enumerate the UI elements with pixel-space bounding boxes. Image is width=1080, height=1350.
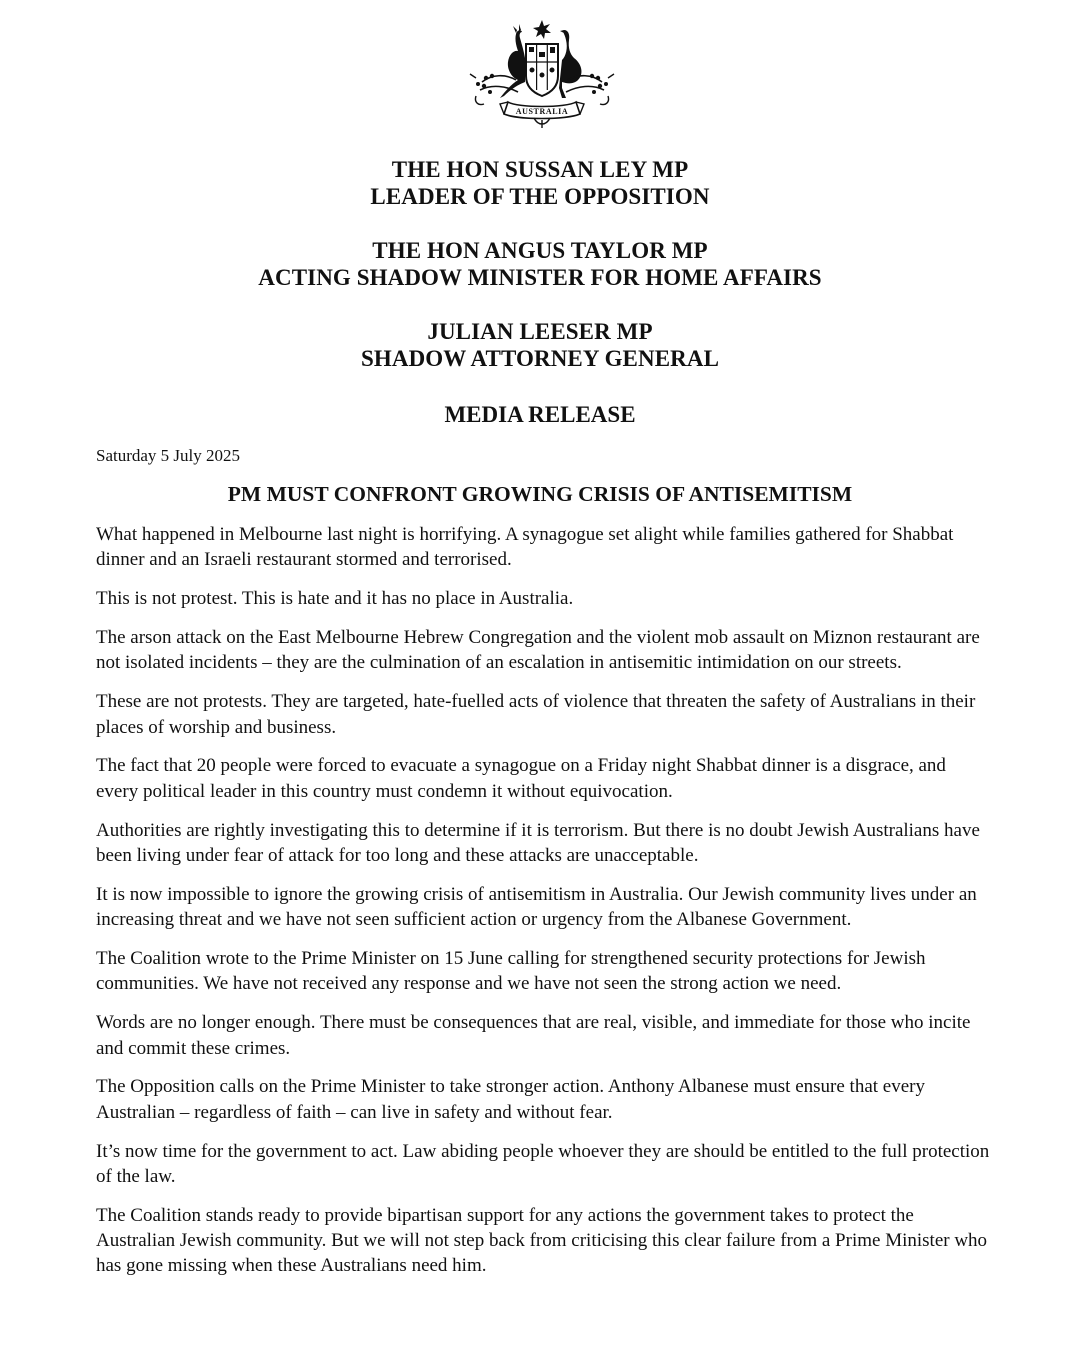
heading-leader <box>0 156 1080 210</box>
heading-name: JULIAN LEESER MP <box>427 319 653 344</box>
body-paragraph: It is now impossible to ignore the growing crisis of antisemitism in Australia. Our Jewish community lives under an increasing threat and we have not seen sufficient action or urgency from the Albanese Government. <box>96 883 977 931</box>
minister-headings <box>0 156 1080 399</box>
media-release-label: MEDIA RELEASE <box>444 402 636 427</box>
body-paragraph: Authorities are rightly investigating this to determine if it is terrorism. But there is no doubt Jewish Australians have been living under fear of attack for too long and these attacks are unacceptable. <box>96 819 980 866</box>
coat-of-arms-icon <box>462 18 622 130</box>
body-paragraph: These are not protests. They are targeted, hate-fuelled acts of violence that threaten the safety of Australians in their places of worship and business. <box>96 691 976 738</box>
heading-home-affairs <box>0 237 1080 291</box>
heading-role: ACTING SHADOW MINISTER FOR HOME AFFAIRS <box>258 265 822 290</box>
release-title: PM MUST CONFRONT GROWING CRISIS OF ANTISEMITISM <box>227 482 853 506</box>
body-paragraph: It’s now time for the government to act. Law abiding people whoever they are should be entitled to the full protection of the law. <box>96 1140 990 1187</box>
body-paragraph: This is not protest. This is hate and it has no place in Australia. <box>96 588 574 610</box>
body-paragraph: Words are no longer enough. There must be consequences that are real, visible, and immediate for those who incite and commit these crimes. <box>96 1012 971 1059</box>
crest-banner-text: AUSTRALIA <box>515 107 569 116</box>
heading-attorney-general <box>0 318 1080 372</box>
heading-role: LEADER OF THE OPPOSITION <box>370 184 710 209</box>
body-paragraph: The Coalition stands ready to provide bipartisan support for any actions the government takes to protect the Australian Jewish community. But we will not step back from criticising this clear failure from a Prime Minister who has gone missing when these Australians need him. <box>96 1204 988 1277</box>
body-paragraph: The fact that 20 people were forced to evacuate a synagogue on a Friday night Shabbat dinner is a disgrace, and every political leader in this country must condemn it without equivocation. <box>96 755 946 802</box>
release-body <box>96 522 991 1292</box>
heading-name: THE HON ANGUS TAYLOR MP <box>372 238 708 263</box>
heading-role: SHADOW ATTORNEY GENERAL <box>360 346 720 371</box>
heading-name: THE HON SUSSAN LEY MP <box>391 157 689 182</box>
release-date: Saturday 5 July 2025 <box>96 446 241 465</box>
body-paragraph: The arson attack on the East Melbourne Hebrew Congregation and the violent mob assault on Miznon restaurant are not isolated incidents – they are the culmination of an escalation in antisemitic intimidation on our streets. <box>96 627 980 674</box>
body-paragraph: What happened in Melbourne last night is horrifying. A synagogue set alight while families gathered for Shabbat dinner and an Israeli restaurant stormed and terrorised. <box>96 524 954 571</box>
body-paragraph: The Coalition wrote to the Prime Minister on 15 June calling for strengthened security protections for Jewish communities. We have not received any response and we have not seen the strong action we need. <box>96 948 926 995</box>
body-paragraph: The Opposition calls on the Prime Minister to take stronger action. Anthony Albanese must ensure that every Australian – regardless of faith – can live in safety and without fear. <box>96 1076 925 1123</box>
